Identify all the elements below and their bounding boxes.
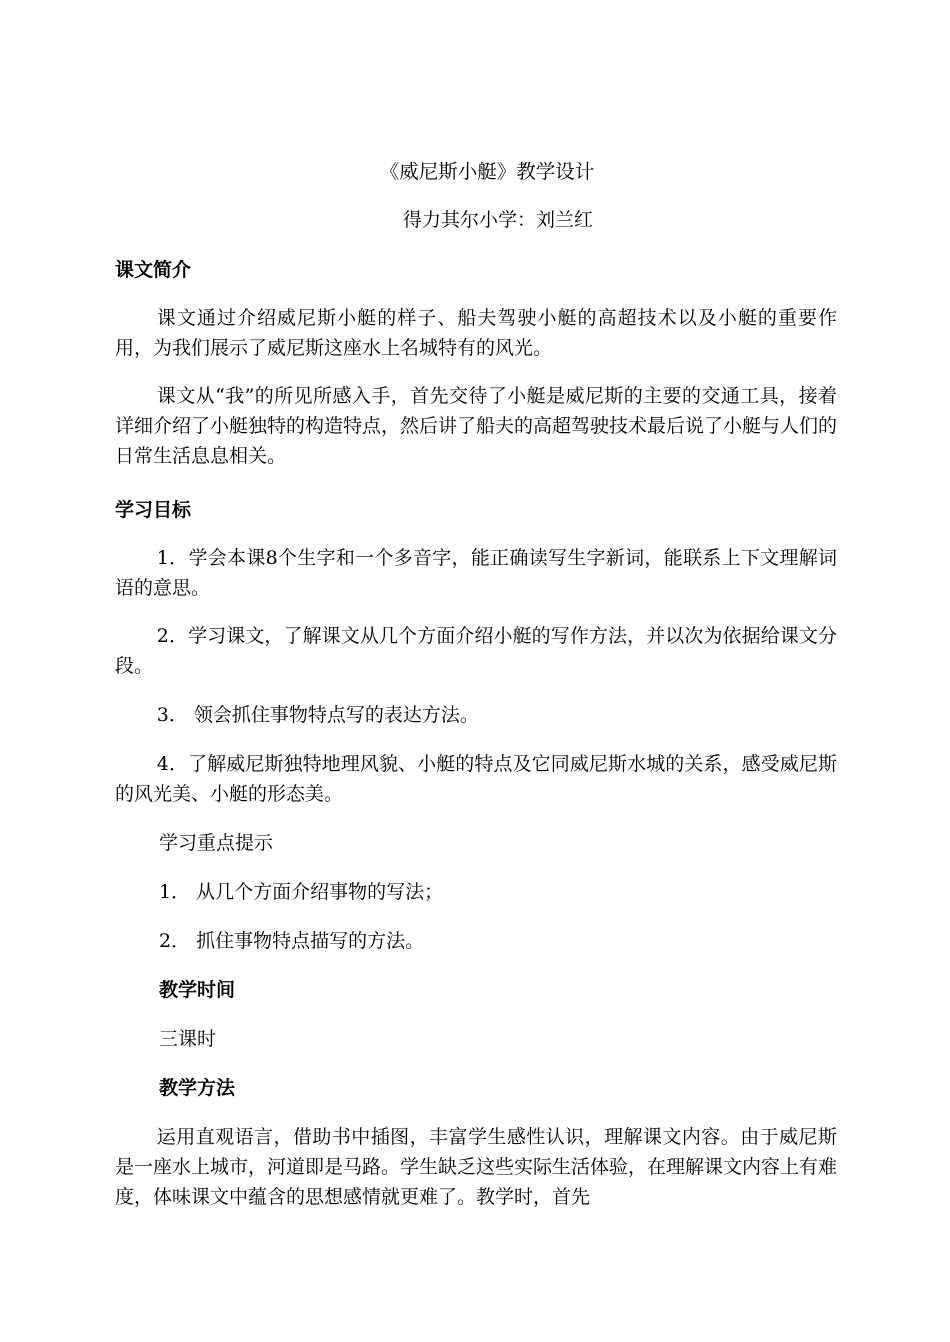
intro-paragraph-1: 课文通过介绍威尼斯小艇的样子、船夫驾驶小艇的高超技术以及小艇的重要作用，为我们展示了威尼斯这座水上名城特有的风光。 [115,307,837,359]
section-heading-method: 教学方法 [159,1077,236,1099]
goal-item-4: 4．了解威尼斯独特地理风貌、小艇的特点及它同威尼斯水城的关系，感受威尼斯的风光美、小艇的形态美。 [115,753,837,805]
goal-item-2: 2．学习课文，了解课文从几个方面介绍小艇的写作方法，并以次为依据给课文分段。 [115,625,837,677]
key-point-item-1: 1． 从几个方面介绍事物的写法； [159,881,444,903]
section-heading-time: 教学时间 [159,979,236,1001]
document-author: 得力其尔小学：刘兰红 [402,209,593,231]
section-heading-goals: 学习目标 [115,499,192,521]
key-points-heading: 学习重点提示 [159,832,274,854]
intro-paragraph-2: 课文从“我”的所见所感入手，首先交待了小艇是威尼斯的主要的交通工具，接着详细介绍了小艇独特的构造特点，然后讲了船夫的高超驾驶技术最后说了小艇与人们的日常生活息息相关。 [115,385,838,467]
method-paragraph-1: 运用直观语言，借助书中插图，丰富学生感性认识，理解课文内容。由于威尼斯是一座水上城市，河道即是马路。学生缺乏这些实际生活体验，在理解课文内容上有难度，体味课文中蕴含的思想感情就更难了。教学时，首先 [115,1126,838,1208]
document-body [115,155,837,1212]
teaching-time-value: 三课时 [159,1028,217,1050]
goal-item-3: 3． 领会抓住事物特点写的表达方法。 [156,704,479,726]
document-title: 《威尼斯小艇》教学设计 [379,160,595,183]
key-point-item-2: 2． 抓住事物特点描写的方法。 [159,930,425,952]
section-heading-intro: 课文简介 [115,259,192,281]
goal-item-1: 1．学会本课8个生字和一个多音字，能正确读写生字新词，能联系上下文理解词语的意思。 [115,547,837,599]
